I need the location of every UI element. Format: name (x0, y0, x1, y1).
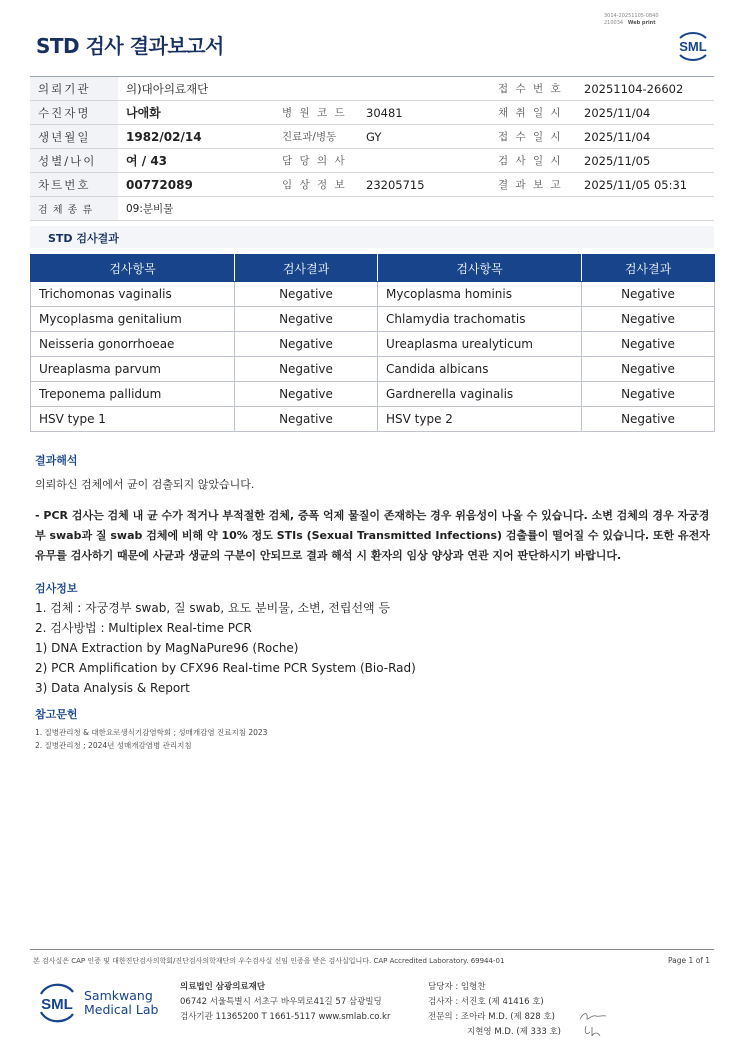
table-row (31, 357, 715, 382)
value-department: GY (358, 125, 490, 149)
web-print-label: Web print (627, 20, 656, 26)
test-item: HSV type 2 (378, 407, 582, 432)
test-item: Gardnerella vaginalis (378, 382, 582, 407)
print-meta-line1: 3014-20251105-0840 (604, 13, 659, 19)
label-hospital-code: 병 원 코 드 (274, 101, 358, 125)
value-sex-age: 여 / 43 (118, 149, 274, 173)
org-name: 의료법인 삼광의료재단 (180, 982, 266, 992)
interpretation-heading: 결과해석 (35, 454, 78, 467)
list-item: 3) Data Analysis & Report (35, 681, 190, 695)
test-item: Treponema pallidum (31, 382, 235, 407)
staff-list (428, 980, 561, 1040)
list-item: 1) DNA Extraction by MagNaPure96 (Roche) (35, 641, 299, 655)
label-sex-age: 성별/나이 (30, 149, 118, 173)
label-birthdate: 생년월일 (30, 125, 118, 149)
label-report-date: 결 과 보 고 (490, 173, 576, 197)
value-patient-name: 나애화 (118, 101, 274, 125)
test-result: Negative (235, 357, 378, 382)
test-result: Negative (582, 332, 715, 357)
brand-name (84, 989, 158, 1017)
test-result: Negative (235, 282, 378, 307)
value-receipt-date: 2025/11/04 (576, 125, 714, 149)
header-test-item: 검사항목 (31, 255, 235, 282)
section-title: STD 검사결과 (48, 232, 119, 245)
label-institution: 의뢰기관 (30, 77, 118, 101)
print-meta-line2 (604, 20, 659, 27)
interpretation-notes: - PCR 검사는 검체 내 균 수가 적거나 부적절한 검체, 증폭 억제 물질이 존재하는 경우 위음성이 나올 수 있습니다. 소변 검체의 경우 자궁경부 swab과 질 swab 검체에 비해 약 10% 정도 STIs (Sexual Transmitted Infections) 검출률이 떨어질 수 있습니다. 또한 유전자 유무를 검사하기 때문에 사균과 생균의 구분이 안되므로 결과 해석 시 환자의 임상 양상과 연관 지어 판단하시기 바랍니다. (35, 509, 710, 562)
header-test-item: 검사항목 (378, 255, 582, 282)
test-result: Negative (582, 282, 715, 307)
info-row (30, 77, 714, 101)
value-hospital-code: 30481 (358, 101, 490, 125)
test-item: Neisseria gonorrhoeae (31, 332, 235, 357)
test-result: Negative (582, 307, 715, 332)
contact-line: 검사기관 11365200 T 1661-5117 www.smlab.co.kr (180, 1012, 391, 1022)
sml-footer-logo-text: SML (41, 996, 73, 1013)
test-result: Negative (235, 407, 378, 432)
header-test-result: 검사결과 (582, 255, 715, 282)
references-heading: 참고문헌 (35, 708, 78, 721)
section-bar (30, 226, 714, 248)
label-chart-no: 차트번호 (30, 173, 118, 197)
value-clinical-info: 23205715 (358, 173, 490, 197)
list-item: 1. 검체 : 자궁경부 swab, 질 swab, 요도 분비물, 소변, 전립선액 등 (35, 601, 391, 615)
value-collection-date: 2025/11/04 (576, 101, 714, 125)
org-address (180, 980, 390, 1025)
test-result: Negative (235, 332, 378, 357)
staff-tester: 검사자 : 서진호 (제 41416 호) (428, 997, 544, 1007)
sml-logo-text: SML (679, 39, 707, 54)
list-item: 1. 질병관리청 & 대한요로생식기감염학회 ; 성매개감염 진료지침 2023 (35, 728, 268, 737)
label-test-date: 검 사 일 시 (490, 149, 576, 173)
label-clinical-info: 임 상 정 보 (274, 173, 358, 197)
test-result: Negative (235, 307, 378, 332)
test-result: Negative (582, 357, 715, 382)
print-meta-code: 210034 (604, 20, 624, 26)
label-receipt-date: 접 수 일 시 (490, 125, 576, 149)
value-report-date: 2025/11/05 05:31 (576, 173, 714, 197)
results-table (30, 254, 715, 432)
staff-specialist-2: 지현영 M.D. (제 333 호) (467, 1027, 562, 1037)
test-item: Ureaplasma parvum (31, 357, 235, 382)
address-line: 06742 서울특별시 서초구 바우뫼로41길 57 삼광빌딩 (180, 997, 382, 1007)
test-info-heading: 검사정보 (35, 582, 78, 595)
print-meta (604, 13, 659, 27)
value-receipt-no: 20251104-26602 (576, 77, 714, 101)
info-row (30, 101, 714, 125)
label-physician: 담 당 의 사 (274, 149, 358, 173)
page-title: STD 검사 결과보고서 (36, 34, 224, 58)
table-row (31, 332, 715, 357)
info-row (30, 197, 714, 221)
test-item: Chlamydia trachomatis (378, 307, 582, 332)
value-institution: 의)대아의료재단 (118, 77, 490, 101)
value-test-date: 2025/11/05 (576, 149, 714, 173)
value-chart-no: 00772089 (118, 173, 274, 197)
value-specimen-type: 09:분비물 (118, 197, 714, 221)
label-patient-name: 수진자명 (30, 101, 118, 125)
label-collection-date: 채 취 일 시 (490, 101, 576, 125)
header-test-result: 검사결과 (235, 255, 378, 282)
label-receipt-no: 접 수 번 호 (490, 77, 576, 101)
test-result: Negative (582, 382, 715, 407)
results-header-row (31, 255, 715, 282)
footer-divider (30, 949, 714, 950)
test-info-list (35, 598, 416, 698)
test-item: Trichomonas vaginalis (31, 282, 235, 307)
staff-specialist: 전문의 : 조아라 M.D. (제 828 호) (428, 1012, 555, 1022)
info-row (30, 173, 714, 197)
brand-line2: Medical Lab (84, 1002, 159, 1017)
label-specimen-type: 검 체 종 류 (30, 197, 118, 221)
info-row (30, 125, 714, 149)
brand-line1: Samkwang (84, 988, 153, 1003)
value-physician (358, 149, 490, 173)
test-result: Negative (582, 407, 715, 432)
test-item: Mycoplasma genitalium (31, 307, 235, 332)
table-row (31, 282, 715, 307)
list-item: 2) PCR Amplification by CFX96 Real-time PCR System (Bio-Rad) (35, 661, 416, 675)
table-row (31, 382, 715, 407)
test-item: Mycoplasma hominis (378, 282, 582, 307)
interpretation-summary: 의뢰하신 검체에서 균이 검출되지 않았습니다. (35, 478, 255, 491)
value-birthdate: 1982/02/14 (118, 125, 274, 149)
test-item: Candida albicans (378, 357, 582, 382)
sml-logo (672, 28, 714, 64)
label-department: 진료과/병동 (274, 125, 358, 149)
test-result: Negative (235, 382, 378, 407)
sml-footer-logo (36, 980, 78, 1026)
table-row (31, 307, 715, 332)
list-item: 2. 검사방법 : Multiplex Real-time PCR (35, 621, 252, 635)
patient-info-table (30, 76, 714, 221)
signature-mark (578, 1010, 608, 1024)
page-number: Page 1 of 1 (668, 956, 711, 965)
test-item: HSV type 1 (31, 407, 235, 432)
list-item: 2. 질병관리청 ; 2024년 성매개감염병 관리지침 (35, 741, 192, 750)
test-item: Ureaplasma urealyticum (378, 332, 582, 357)
signature-mark (582, 1024, 606, 1038)
staff-in-charge: 담당자 : 임형찬 (428, 982, 486, 992)
table-row (31, 407, 715, 432)
references-list (35, 726, 267, 752)
info-row (30, 149, 714, 173)
accreditation-note: 본 검사실은 CAP 인증 및 대한진단검사의학회/진단검사의학재단의 우수검사실 신임 인증을 받은 검사실입니다. CAP Accredited Laboratory. 69944-01 (33, 957, 505, 965)
